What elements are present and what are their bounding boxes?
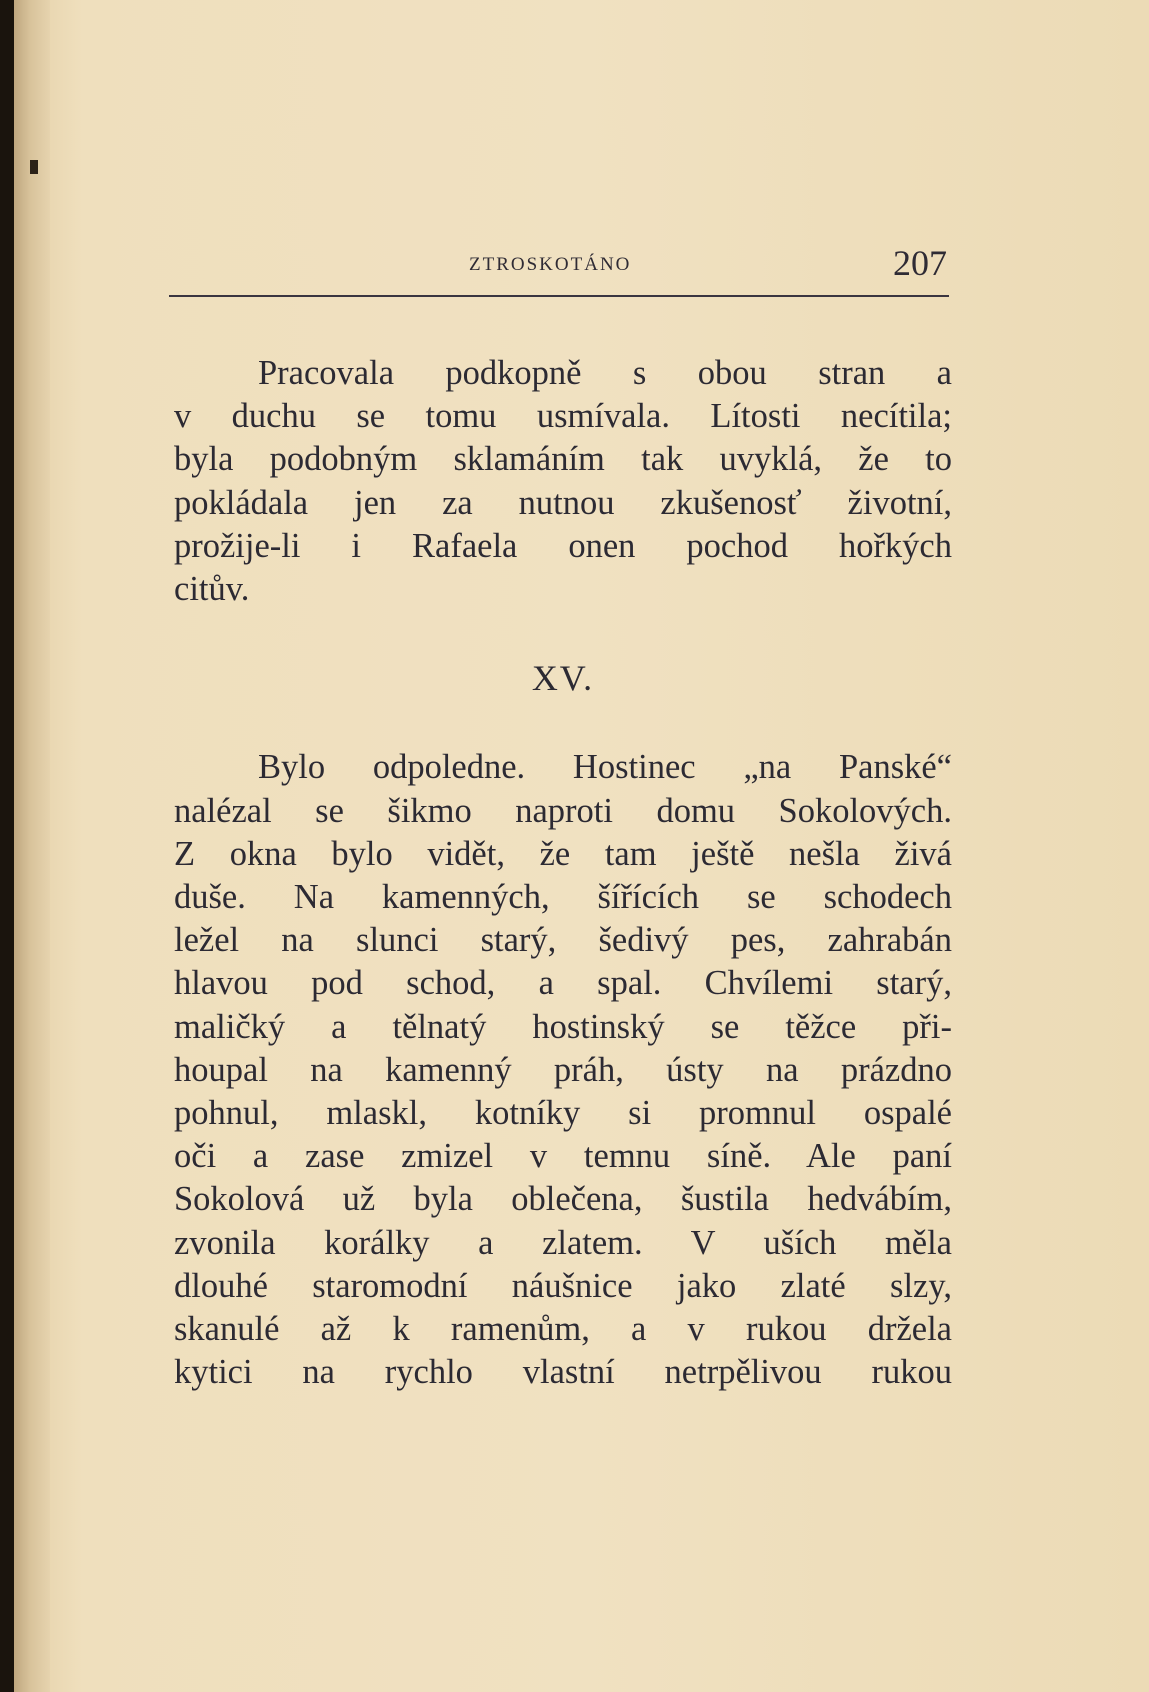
text-line: pokládala jen za nutnou zkušenosť životní, xyxy=(174,483,952,522)
binding-mark xyxy=(30,160,38,174)
chapter-heading: XV. xyxy=(531,658,595,699)
text-line: citův. xyxy=(174,570,250,609)
text-line: Z okna bylo vidět, že tam ještě nešla živá xyxy=(174,834,952,873)
text-line: zvonila korálky a zlatem. V uších měla xyxy=(174,1223,952,1262)
header-rule xyxy=(169,295,949,297)
text-line: v duchu se tomu usmívala. Lítosti necítila; xyxy=(174,397,952,436)
text-line: kytici na rychlo vlastní netrpělivou rukou xyxy=(174,1353,952,1392)
body-text xyxy=(174,352,952,1394)
running-title: ZTROSKOTÁNO xyxy=(469,254,632,275)
text-line: Sokolová už byla oblečena, šustila hedvábím, xyxy=(174,1180,952,1219)
running-header xyxy=(169,243,949,283)
text-line: skanulé až k ramenům, a v rukou držela xyxy=(174,1310,952,1349)
page-number: 207 xyxy=(893,243,947,283)
text-line: oči a zase zmizel v temnu síně. Ale paní xyxy=(174,1137,952,1176)
paragraph-1 xyxy=(174,352,952,611)
text-line: Pracovala podkopně s obou stran a xyxy=(258,354,952,392)
text-line: ležel na slunci starý, šedivý pes, zahrabán xyxy=(174,921,952,960)
text-line: prožije-li i Rafaela onen pochod hořkých xyxy=(174,526,952,565)
text-line: Bylo odpoledne. Hostinec „na Panské“ xyxy=(258,748,952,787)
paragraph-2 xyxy=(174,746,952,1394)
text-line: duše. Na kamenných, šířících se schodech xyxy=(174,878,952,917)
text-line: nalézal se šikmo naproti domu Sokolových. xyxy=(174,791,952,830)
text-line: pohnul, mlaskl, kotníky si promnul ospalé xyxy=(174,1094,952,1133)
text-line: dlouhé staromodní náušnice jako zlaté slzy, xyxy=(174,1266,952,1305)
text-line: hlavou pod schod, a spal. Chvílemi starý, xyxy=(174,964,952,1003)
text-line: houpal na kamenný práh, ústy na prázdno xyxy=(174,1050,952,1089)
text-line: byla podobným sklamáním tak uvyklá, že to xyxy=(174,440,952,479)
text-line: maličký a tělnatý hostinský se těžce při- xyxy=(174,1007,952,1046)
book-page xyxy=(14,0,1149,1692)
page-binding-edge xyxy=(14,0,50,1692)
